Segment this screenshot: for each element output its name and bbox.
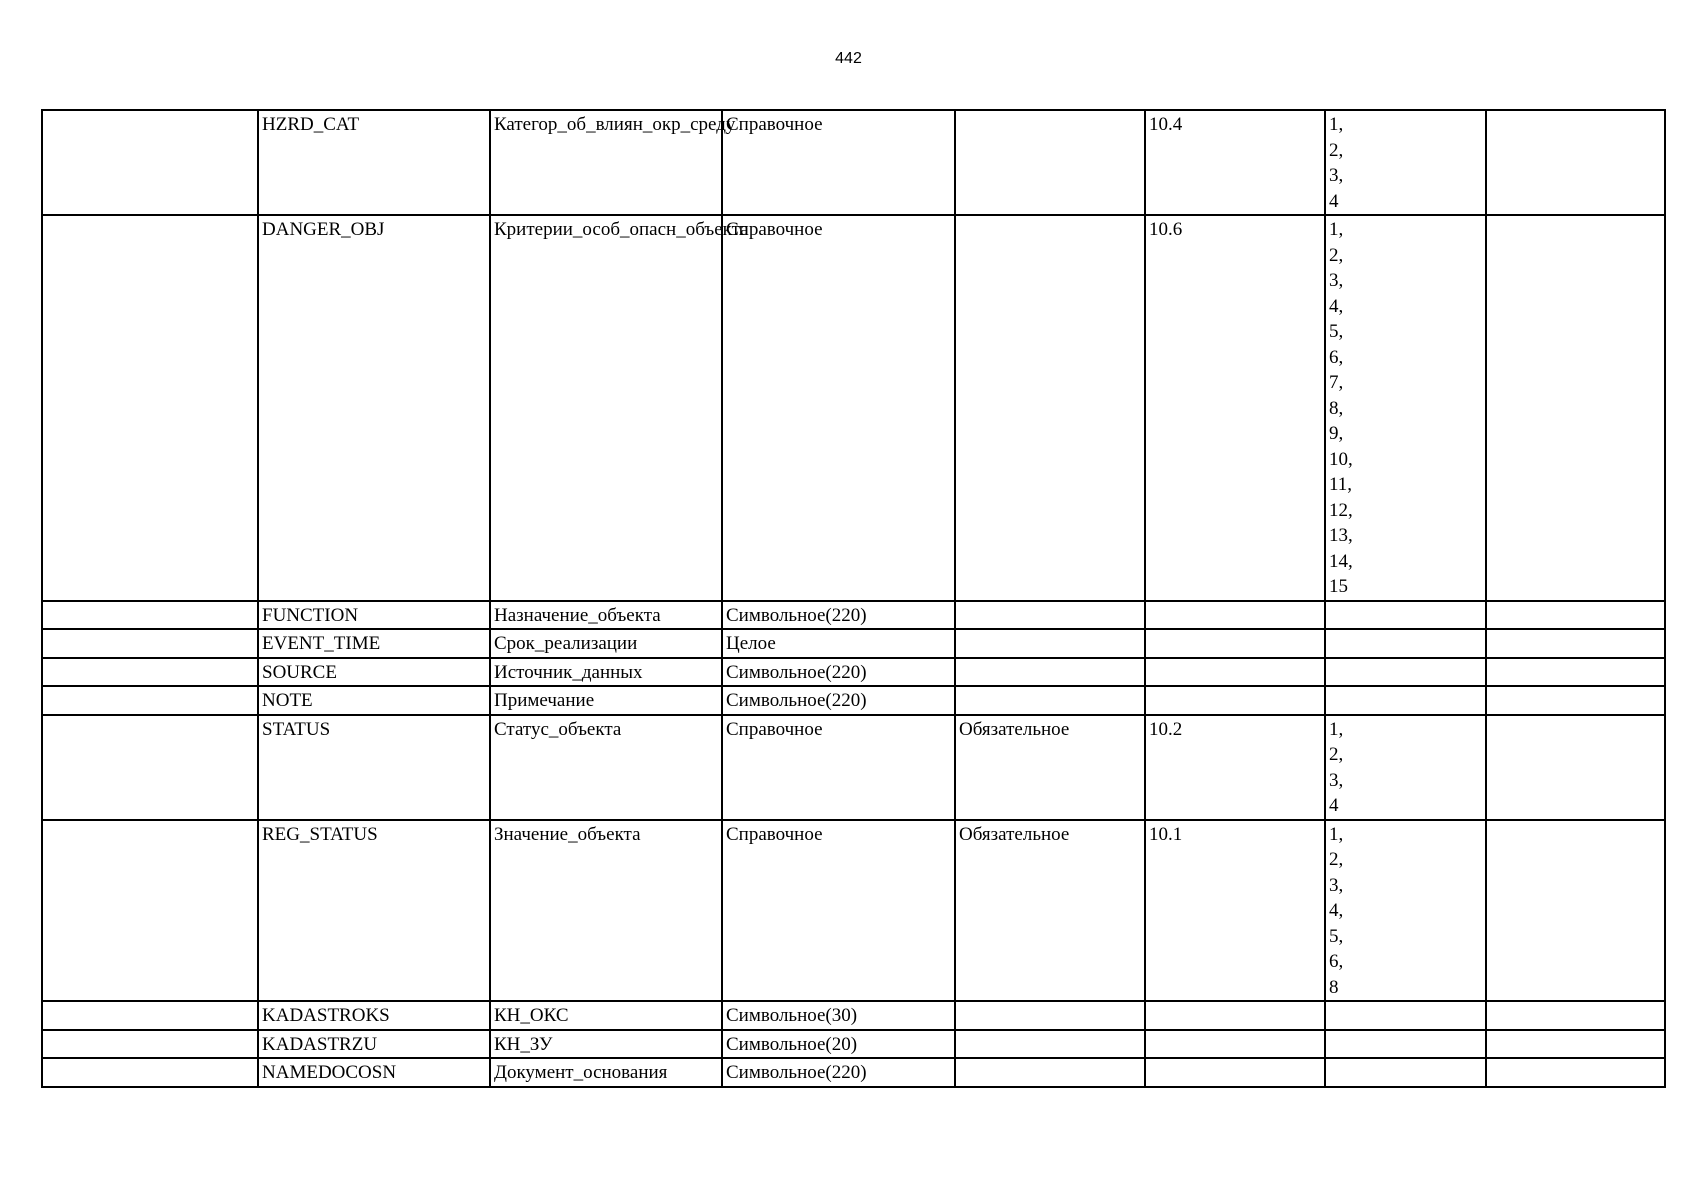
- group-cell: [42, 686, 258, 715]
- table-row: [42, 1030, 1665, 1059]
- extra-cell: [1486, 629, 1665, 658]
- attribute-name-cell: Примечание: [490, 686, 722, 715]
- attribute-type-cell: Символьное(220): [722, 658, 955, 687]
- table-row: [42, 658, 1665, 687]
- attribute-name-cell: Документ_основания: [490, 1058, 722, 1087]
- table-row: [42, 820, 1665, 1002]
- extra-cell: [1486, 601, 1665, 630]
- group-cell: [42, 629, 258, 658]
- values-cell: [1325, 1001, 1486, 1030]
- group-cell: [42, 1001, 258, 1030]
- requirement-cell: [955, 1058, 1145, 1087]
- classifier-cell: [1145, 1030, 1325, 1059]
- values-cell: 1, 2, 3, 4, 5, 6, 8: [1325, 820, 1486, 1002]
- requirement-cell: Обязательное: [955, 820, 1145, 1002]
- attributes-table: [41, 109, 1666, 1088]
- group-cell: [42, 1058, 258, 1087]
- attribute-type-cell: Справочное: [722, 215, 955, 601]
- requirement-cell: [955, 601, 1145, 630]
- extra-cell: [1486, 1058, 1665, 1087]
- attribute-type-cell: Символьное(220): [722, 1058, 955, 1087]
- requirement-cell: [955, 1030, 1145, 1059]
- table-row: [42, 686, 1665, 715]
- values-cell: [1325, 1058, 1486, 1087]
- attribute-name-cell: Значение_объекта: [490, 820, 722, 1002]
- attribute-type-cell: Целое: [722, 629, 955, 658]
- requirement-cell: [955, 215, 1145, 601]
- requirement-cell: [955, 686, 1145, 715]
- attribute-type-cell: Символьное(20): [722, 1030, 955, 1059]
- table-row: [42, 629, 1665, 658]
- attribute-type-cell: Справочное: [722, 715, 955, 820]
- attribute-type-cell: Символьное(220): [722, 601, 955, 630]
- values-cell: [1325, 601, 1486, 630]
- extra-cell: [1486, 110, 1665, 215]
- classifier-cell: [1145, 1001, 1325, 1030]
- requirement-cell: [955, 1001, 1145, 1030]
- attribute-code-cell: EVENT_TIME: [258, 629, 490, 658]
- table-body: [42, 110, 1665, 1087]
- page-number: 442: [835, 50, 862, 67]
- classifier-cell: [1145, 658, 1325, 687]
- table-row: [42, 215, 1665, 601]
- attribute-name-cell: Категор_об_влиян_окр_среду: [490, 110, 722, 215]
- extra-cell: [1486, 658, 1665, 687]
- attribute-code-cell: DANGER_OBJ: [258, 215, 490, 601]
- table-row: [42, 110, 1665, 215]
- attribute-code-cell: FUNCTION: [258, 601, 490, 630]
- attribute-type-cell: Символьное(220): [722, 686, 955, 715]
- attribute-name-cell: Срок_реализации: [490, 629, 722, 658]
- attribute-type-cell: Справочное: [722, 110, 955, 215]
- extra-cell: [1486, 1001, 1665, 1030]
- attribute-name-cell: Статус_объекта: [490, 715, 722, 820]
- values-cell: 1, 2, 3, 4: [1325, 110, 1486, 215]
- attribute-code-cell: NOTE: [258, 686, 490, 715]
- group-cell: [42, 658, 258, 687]
- classifier-cell: 10.6: [1145, 215, 1325, 601]
- classifier-cell: [1145, 686, 1325, 715]
- attribute-name-cell: Критерии_особ_опасн_объекта: [490, 215, 722, 601]
- attribute-name-cell: Источник_данных: [490, 658, 722, 687]
- classifier-cell: [1145, 1058, 1325, 1087]
- requirement-cell: [955, 658, 1145, 687]
- group-cell: [42, 715, 258, 820]
- attribute-code-cell: KADASTROKS: [258, 1001, 490, 1030]
- table-row: [42, 1001, 1665, 1030]
- values-cell: 1, 2, 3, 4, 5, 6, 7, 8, 9, 10, 11, 12, 13, 14, 15: [1325, 215, 1486, 601]
- attribute-name-cell: КН_ЗУ: [490, 1030, 722, 1059]
- attribute-code-cell: NAMEDOCOSN: [258, 1058, 490, 1087]
- group-cell: [42, 601, 258, 630]
- attribute-code-cell: KADASTRZU: [258, 1030, 490, 1059]
- attribute-type-cell: Символьное(30): [722, 1001, 955, 1030]
- attribute-type-cell: Справочное: [722, 820, 955, 1002]
- extra-cell: [1486, 820, 1665, 1002]
- attribute-code-cell: SOURCE: [258, 658, 490, 687]
- classifier-cell: 10.4: [1145, 110, 1325, 215]
- group-cell: [42, 110, 258, 215]
- requirement-cell: [955, 629, 1145, 658]
- requirement-cell: Обязательное: [955, 715, 1145, 820]
- attribute-code-cell: REG_STATUS: [258, 820, 490, 1002]
- values-cell: [1325, 686, 1486, 715]
- attribute-code-cell: HZRD_CAT: [258, 110, 490, 215]
- extra-cell: [1486, 215, 1665, 601]
- values-cell: [1325, 1030, 1486, 1059]
- table-row: [42, 601, 1665, 630]
- table-row: [42, 715, 1665, 820]
- classifier-cell: 10.2: [1145, 715, 1325, 820]
- group-cell: [42, 1030, 258, 1059]
- values-cell: [1325, 658, 1486, 687]
- group-cell: [42, 215, 258, 601]
- values-cell: [1325, 629, 1486, 658]
- attribute-code-cell: STATUS: [258, 715, 490, 820]
- table-row: [42, 1058, 1665, 1087]
- attribute-name-cell: Назначение_объекта: [490, 601, 722, 630]
- group-cell: [42, 820, 258, 1002]
- classifier-cell: 10.1: [1145, 820, 1325, 1002]
- values-cell: 1, 2, 3, 4: [1325, 715, 1486, 820]
- extra-cell: [1486, 686, 1665, 715]
- extra-cell: [1486, 1030, 1665, 1059]
- extra-cell: [1486, 715, 1665, 820]
- classifier-cell: [1145, 601, 1325, 630]
- attribute-name-cell: КН_ОКС: [490, 1001, 722, 1030]
- classifier-cell: [1145, 629, 1325, 658]
- requirement-cell: [955, 110, 1145, 215]
